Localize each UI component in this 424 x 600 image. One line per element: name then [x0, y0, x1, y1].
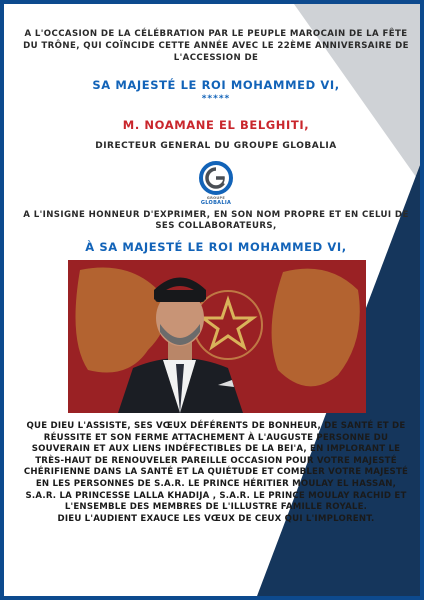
- portrait-illustration: [68, 260, 366, 413]
- closing-paragraph: QUE DIEU L'ASSISTE, SES VŒUX DÉFÉRENTS DE BONHEUR, DE SANTÉ ET DE RÉUSSITE ET SON FERME ATTACHEMENT À L'AUGUSTE PERSONNE DU SOUVERAIN ET AUX LIENS INDÉFECTIBLES DE LA BEI'A, EN IMPLORANT LE TRÈS-HAUT DE RENOUVELER PAREILLE OCCASION POUR VOTRE MAJESTÉ CHÉRIFIENNE DANS LA SANTÉ ET LA QUIÉTUDE ET COMBLER VOTRE MAJESTÉ EN LES PERSONNES DE S.A.R. LE PRINCE HÉRITIER MOULAY EL HASSAN, S.A.R. LA PRINCESSE LALLA KHADIJA , S.A.R. LE PRINCE MOULAY RACHID ET L'ENSEMBLE DES MEMBRES DE L'ILLUSTRE FAMILLE ROYALE.: [23, 421, 409, 513]
- logo-small-text: GROUPE: [206, 196, 226, 200]
- closing-prayer: DIEU L'AUDIENT EXAUCE LES VŒUX DE CEUX QUI L'IMPLORENT.: [57, 513, 375, 524]
- intro-text: A L'OCCASION DE LA CÉLÉBRATION PAR LE PEUPLE MAROCAIN DE LA FÊTE DU TRÔNE, QUI COÏNCIDE CETTE ANNÉE AVEC LE 22ÈME ANNIVERSAIRE DE L'ACCESSION DE: [23, 29, 409, 63]
- sender-role: DIRECTEUR GENERAL DU GROUPE GLOBALIA: [95, 141, 337, 151]
- sender-name: M. NOAMANE EL BELGHITI,: [122, 118, 310, 132]
- globalia-logo-icon: [198, 160, 234, 196]
- closing-text: [22, 421, 410, 525]
- logo-text: GLOBALIA: [200, 200, 232, 206]
- logo-wordmark: [174, 196, 258, 206]
- king-title-line-1: SA MAJESTÉ LE ROI MOHAMMED VI,: [92, 78, 340, 92]
- king-portrait-photo: [68, 260, 366, 413]
- king-title-line-2: À SA MAJESTÉ LE ROI MOHAMMED VI,: [85, 240, 347, 254]
- honor-text: A L'INSIGNE HONNEUR D'EXPRIMER, EN SON NOM PROPRE ET EN CELUI DE SES COLLABORATEURS,: [23, 210, 409, 231]
- separator-stars: *****: [201, 94, 231, 104]
